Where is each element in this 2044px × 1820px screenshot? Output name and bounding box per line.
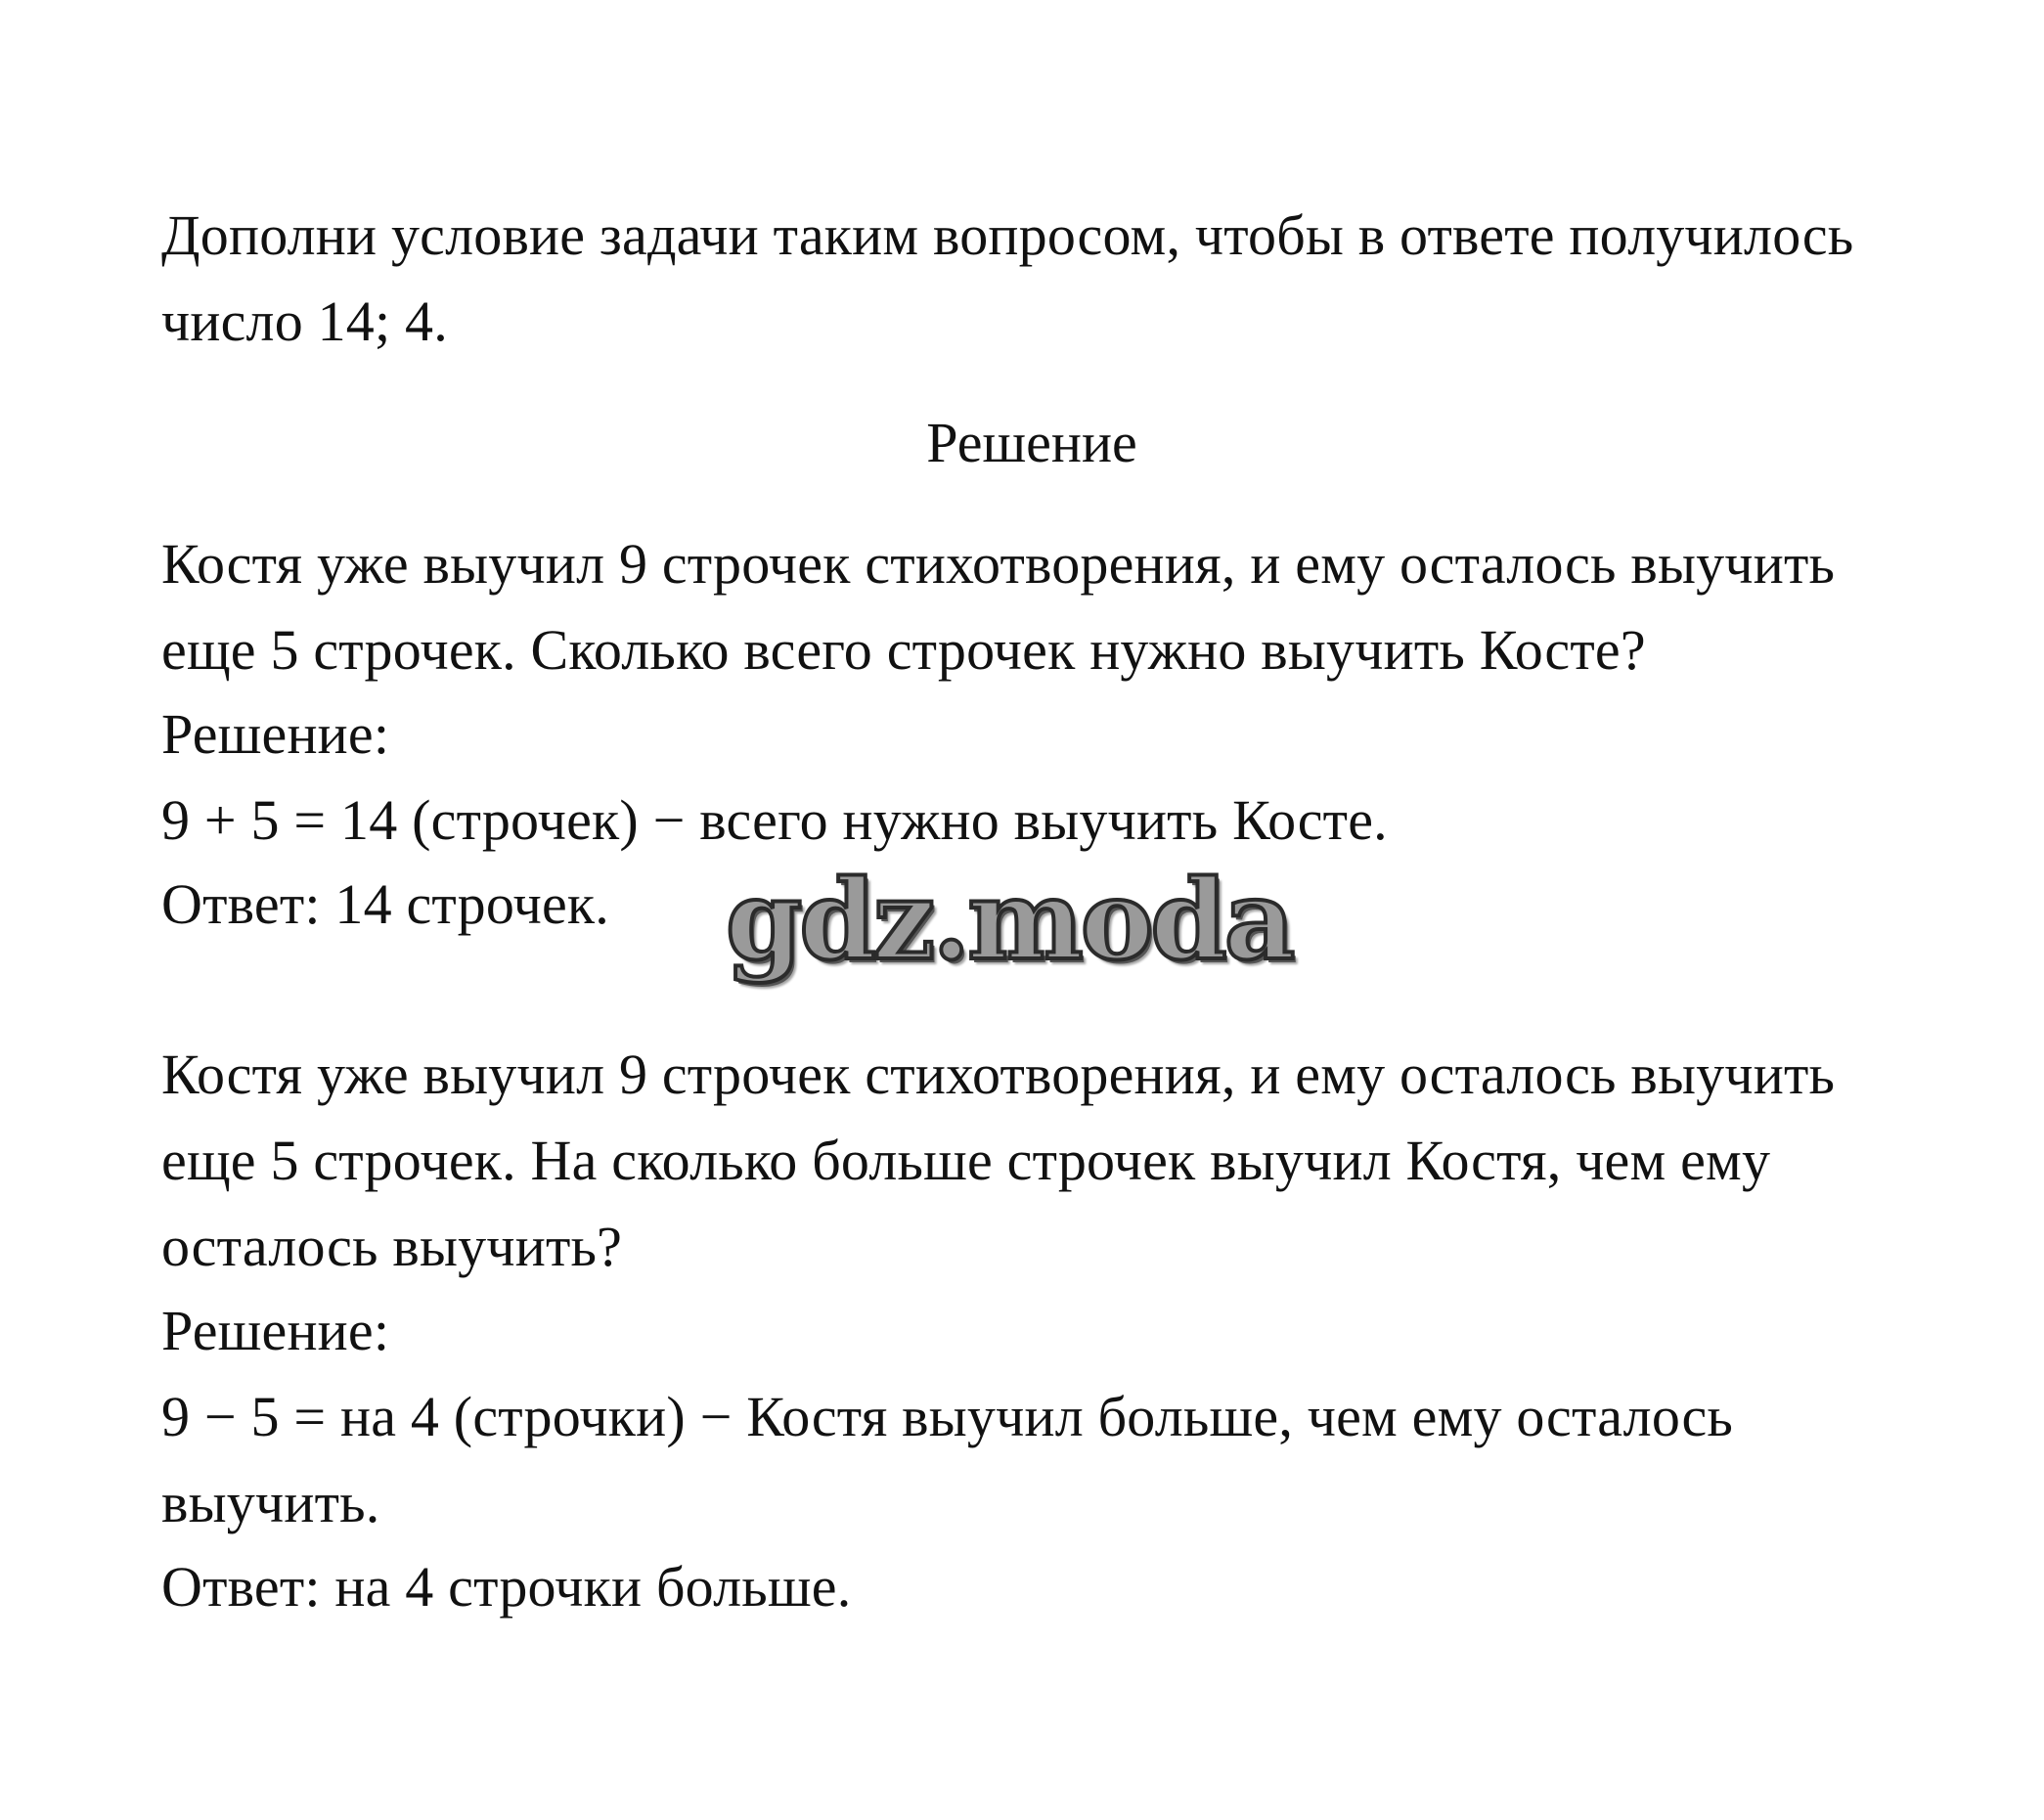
problem2-line-1: Костя уже выучил 9 строчек стихотворения, и ему осталось выучить: [161, 1043, 1836, 1106]
problem2-answer: Ответ: на 4 строчки больше.: [161, 1555, 852, 1619]
problem2-solution-label: Решение:: [161, 1299, 390, 1362]
problem1-solution: 9 + 5 = 14 (строчек) − всего нужно выучить Косте.: [161, 788, 1388, 852]
task-text-line-1: Дополни условие задачи таким вопросом, чтобы в ответе получилось: [161, 203, 1854, 267]
task-text-line-2: число 14; 4.: [161, 289, 448, 353]
problem1-line-1: Костя уже выучил 9 строчек стихотворения, и ему осталось выучить: [161, 532, 1836, 596]
watermark-logo: gdz.moda: [726, 857, 1293, 985]
solution-heading: Решение: [926, 411, 1137, 474]
problem2-line-3: осталось выучить?: [161, 1215, 623, 1278]
problem2-solution-line-2: выучить.: [161, 1471, 380, 1534]
problem1-answer: Ответ: 14 строчек.: [161, 872, 609, 936]
problem2-solution-line-1: 9 − 5 = на 4 (строчки) − Костя выучил больше, чем ему осталось: [161, 1385, 1734, 1448]
problem1-solution-label: Решение:: [161, 702, 390, 766]
problem2-line-2: еще 5 строчек. На сколько больше строчек выучил Костя, чем ему: [161, 1129, 1771, 1192]
problem1-line-2: еще 5 строчек. Сколько всего строчек нужно выучить Косте?: [161, 618, 1646, 682]
